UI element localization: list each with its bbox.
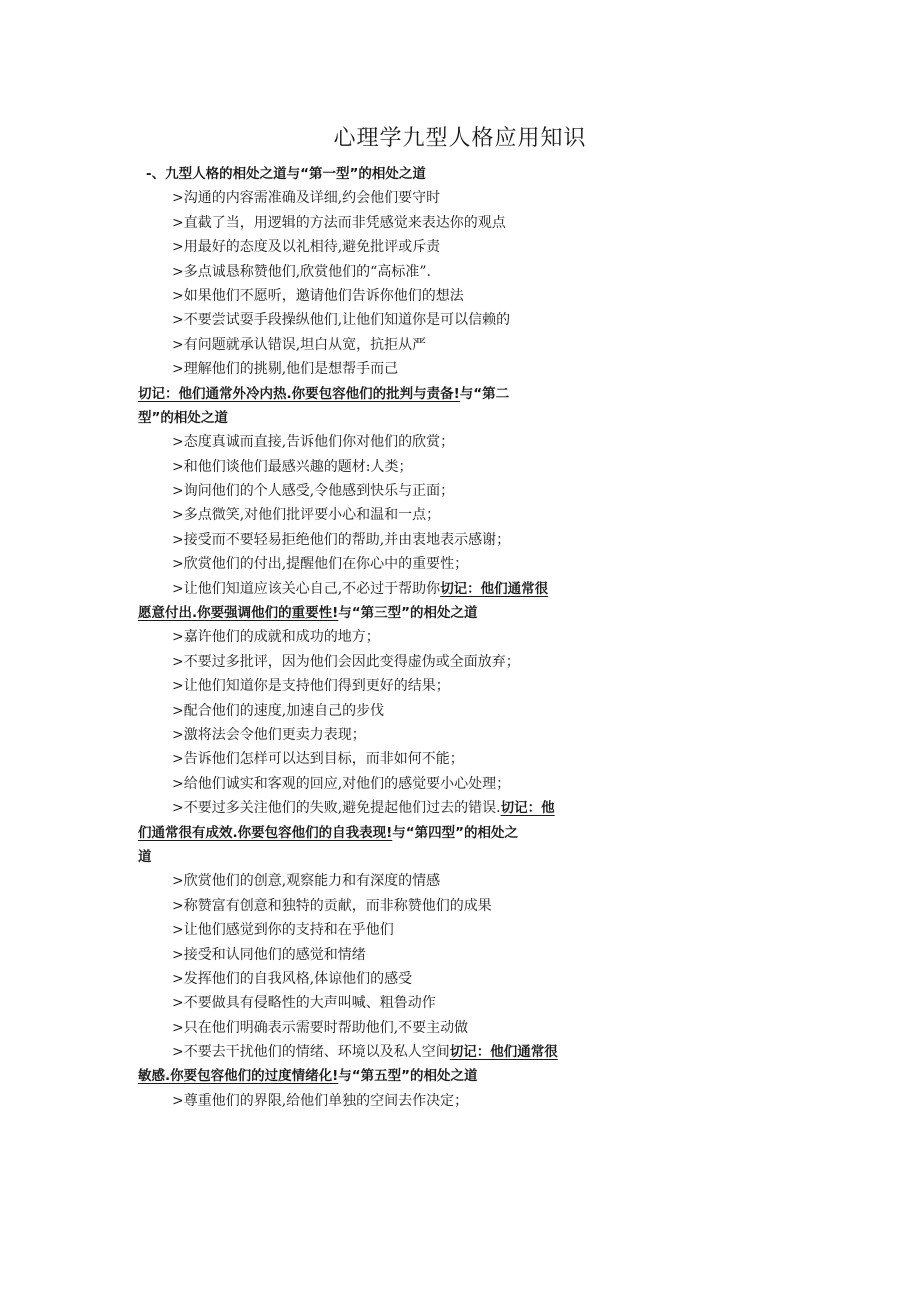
list-item <box>138 1040 600 1064</box>
list-item: >多点微笑,对他们批评要小心和温和一点； <box>172 507 441 524</box>
list-item: >有问题就承认错误,坦白从宽，抗拒从严 <box>172 336 427 353</box>
list-item: >如果他们不愿听，邀请他们告诉你他们的想法 <box>172 287 464 304</box>
list-item: >沟通的内容需准确及详细,约会他们要守时 <box>172 190 441 207</box>
list-item <box>138 796 600 820</box>
list-item: >询问他们的个人感受,令他感到快乐与正面； <box>172 483 455 500</box>
list-item: >称赞富有创意和独特的贡献，而非称赞他们的成果 <box>172 897 492 914</box>
reminder-type-4: 切记：他们通常很 <box>449 1044 558 1061</box>
list-item: >用最好的态度及以礼相待,避免批评或斥责 <box>172 239 441 256</box>
list-item: >接受和认同他们的感觉和情绪 <box>172 946 366 963</box>
list-item-text: >不要过多关注他们的失败,避免提起他们过去的错误. <box>172 800 501 817</box>
list-item: >直截了当，用逻辑的方法而非凭感觉来表达你的观点 <box>172 214 506 231</box>
section-heading-type-5: 与“第五型”的相处之道 <box>338 1068 478 1085</box>
document-body <box>138 162 600 1113</box>
list-item: >和他们谈他们最感兴趣的题材:人类； <box>172 458 413 475</box>
section-heading-type-4-cont: 道 <box>138 848 152 865</box>
list-item: >只在他们明确表示需要时帮助他们,不要主动做 <box>172 1019 469 1036</box>
reminder-line <box>138 601 600 625</box>
list-item: >让他们知道你是支持他们得到更好的结果； <box>172 678 450 695</box>
list-item: >告诉他们怎样可以达到目标，而非如何不能； <box>172 751 464 768</box>
reminder-type-2: 切记：他们通常很 <box>440 580 549 597</box>
list-item: >接受而不要轻易拒绝他们的帮助,并由衷地表示感谢； <box>172 531 511 548</box>
reminder-type-3-cont: 们通常很有成效.你要包容他们的自我表现! <box>138 824 393 841</box>
list-item: >欣赏他们的创意,观察能力和有深度的情感 <box>172 873 441 890</box>
list-item: >配合他们的速度,加速自己的步伐 <box>172 702 385 719</box>
list-item: >让他们感觉到你的支持和在乎他们 <box>172 922 394 939</box>
list-item-text: >不要去干扰他们的情绪、环境以及私人空间 <box>172 1044 450 1061</box>
reminder-type-1: 切记：他们通常外冷内热.你要包容他们的批判与责备! <box>138 385 460 402</box>
list-item: >多点诚恳称赞他们,欣赏他们的“高标准”. <box>172 263 431 280</box>
reminder-line <box>138 821 600 845</box>
list-item: >不要过多批评，因为他们会因此变得虚伪或全面放弃； <box>172 653 520 670</box>
list-item: >欣赏他们的付出,提醒他们在你心中的重要性； <box>172 556 469 573</box>
list-item: >发挥他们的自我风格,体谅他们的感受 <box>172 970 413 987</box>
list-item: >态度真诚而直接,告诉他们你对他们的欣赏； <box>172 434 455 451</box>
section-heading-type-4: 与“第四型”的相处之 <box>392 824 519 841</box>
list-item: >嘉许他们的成就和成功的地方； <box>172 629 380 646</box>
section-heading-type-2-cont: 型”的相处之道 <box>138 409 228 426</box>
page-title: 心理学九型人格应用知识 <box>333 126 587 151</box>
reminder-type-4-cont: 敏感.你要包容他们的过度情绪化! <box>138 1068 339 1085</box>
list-item: >激将法会令他们更卖力表现； <box>172 726 366 743</box>
list-item-text: >让他们知道应该关心自己,不必过于帮助你 <box>172 580 441 597</box>
reminder-line <box>138 1064 600 1088</box>
list-item: >理解他们的挑剔,他们是想帮手而己 <box>172 361 399 378</box>
list-item: >尊重他们的界限,给他们单独的空间去作决定； <box>172 1092 469 1109</box>
reminder-type-3: 切记：他 <box>500 800 555 817</box>
section-heading-type-3: 与“第三型”的相处之道 <box>338 605 478 622</box>
list-item: >给他们诚实和客观的回应,对他们的感觉要小心处理； <box>172 775 511 792</box>
section-heading-type-2: 与“第二 <box>459 385 510 402</box>
list-item <box>138 577 600 601</box>
list-item: >不要做具有侵略性的大声叫喊、粗鲁动作 <box>172 995 436 1012</box>
section-heading-type-1: -、九型人格的相处之道与“第一型”的相处之道 <box>146 166 426 182</box>
reminder-line <box>138 382 600 406</box>
reminder-type-2-cont: 愿意付出.你要强调他们的重要性! <box>138 605 339 622</box>
list-item: >不要尝试耍手段操纵他们,让他们知道你是可以信赖的 <box>172 312 511 329</box>
